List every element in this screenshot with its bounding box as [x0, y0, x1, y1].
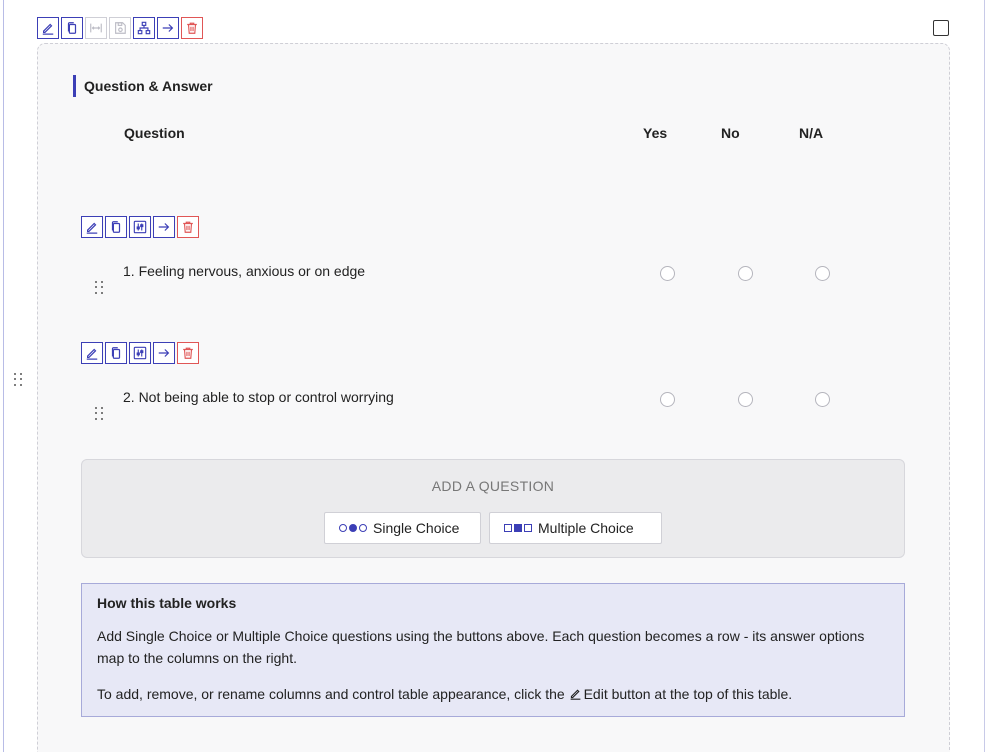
drag-handle-icon [14, 373, 24, 387]
hierarchy-icon [137, 21, 151, 35]
column-header-yes: Yes [643, 125, 668, 141]
left-frame-border [3, 0, 4, 752]
row-1-radio-yes[interactable] [660, 266, 675, 281]
copy-icon [109, 346, 123, 360]
edit-icon [41, 21, 55, 35]
edit-block-button[interactable] [37, 17, 59, 39]
copy-question-button[interactable] [105, 342, 127, 364]
column-header-no: No [721, 125, 740, 141]
column-header-na: N/A [799, 125, 824, 141]
row-1-toolbar [81, 216, 199, 238]
row-1-radio-no[interactable] [738, 266, 753, 281]
copy-icon [65, 21, 79, 35]
save-icon [113, 21, 127, 35]
add-question-panel [81, 459, 905, 558]
copy-icon [109, 220, 123, 234]
trash-icon [181, 346, 195, 360]
single-choice-icon [339, 524, 367, 532]
add-multiple-choice-button[interactable] [489, 512, 662, 544]
row-2-toolbar [81, 342, 199, 364]
section-title: Question & Answer [73, 75, 213, 97]
trash-icon [181, 220, 195, 234]
move-question-button[interactable] [153, 216, 175, 238]
settings-sliders-icon [133, 220, 147, 234]
how-table-works-info [81, 583, 905, 717]
drag-handle-icon [95, 407, 105, 421]
question-row-2-label: 2. Not being able to stop or control worrying [123, 389, 394, 405]
block-drag-handle[interactable] [14, 373, 24, 387]
settings-sliders-icon [133, 346, 147, 360]
question-row-1-label: 1. Feeling nervous, anxious or on edge [123, 263, 366, 279]
save-block-button [109, 17, 131, 39]
edit-question-button[interactable] [81, 216, 103, 238]
question-settings-button[interactable] [129, 216, 151, 238]
edit-icon [85, 220, 99, 234]
multiple-choice-icon [504, 524, 532, 532]
row-1-radio-na[interactable] [815, 266, 830, 281]
add-single-choice-button[interactable] [324, 512, 481, 544]
question-row-2-drag-handle[interactable] [95, 407, 105, 421]
delete-question-button[interactable] [177, 342, 199, 364]
delete-block-button[interactable] [181, 17, 203, 39]
resize-width-icon [89, 21, 103, 35]
row-2-radio-na[interactable] [815, 392, 830, 407]
edit-question-button[interactable] [81, 342, 103, 364]
resize-width-button [85, 17, 107, 39]
block-toolbar [37, 17, 203, 39]
hierarchy-button[interactable] [133, 17, 155, 39]
arrow-right-icon [157, 220, 171, 234]
right-frame-border [984, 0, 985, 752]
drag-handle-icon [95, 281, 105, 295]
add-question-title: ADD A QUESTION [431, 478, 555, 494]
question-settings-button[interactable] [129, 342, 151, 364]
question-row-1-drag-handle[interactable] [95, 281, 105, 295]
arrow-right-icon [157, 346, 171, 360]
copy-question-button[interactable] [105, 216, 127, 238]
info-title: How this table works [97, 595, 237, 611]
move-question-button[interactable] [153, 342, 175, 364]
row-2-radio-yes[interactable] [660, 392, 675, 407]
move-block-button[interactable] [157, 17, 179, 39]
info-paragraph-2-start: To add, remove, or rename columns and control table appearance, click the [97, 686, 565, 702]
info-paragraph-1: Add Single Choice or Multiple Choice questions using the buttons above. Each question becomes a row - its answer options map to the columns on the right. [97, 628, 865, 666]
multiple-choice-label: Multiple Choice [538, 520, 634, 536]
row-2-radio-no[interactable] [738, 392, 753, 407]
single-choice-label: Single Choice [373, 520, 460, 536]
arrow-right-icon [161, 21, 175, 35]
delete-question-button[interactable] [177, 216, 199, 238]
info-paragraph-2-end: Edit button at the top of this table. [583, 686, 793, 702]
question-column-header: Question [124, 125, 185, 141]
edit-icon [569, 687, 582, 700]
trash-icon [185, 21, 199, 35]
select-block-checkbox[interactable] [933, 20, 949, 36]
edit-icon [85, 346, 99, 360]
copy-block-button[interactable] [61, 17, 83, 39]
info-paragraph-2 [97, 683, 889, 705]
